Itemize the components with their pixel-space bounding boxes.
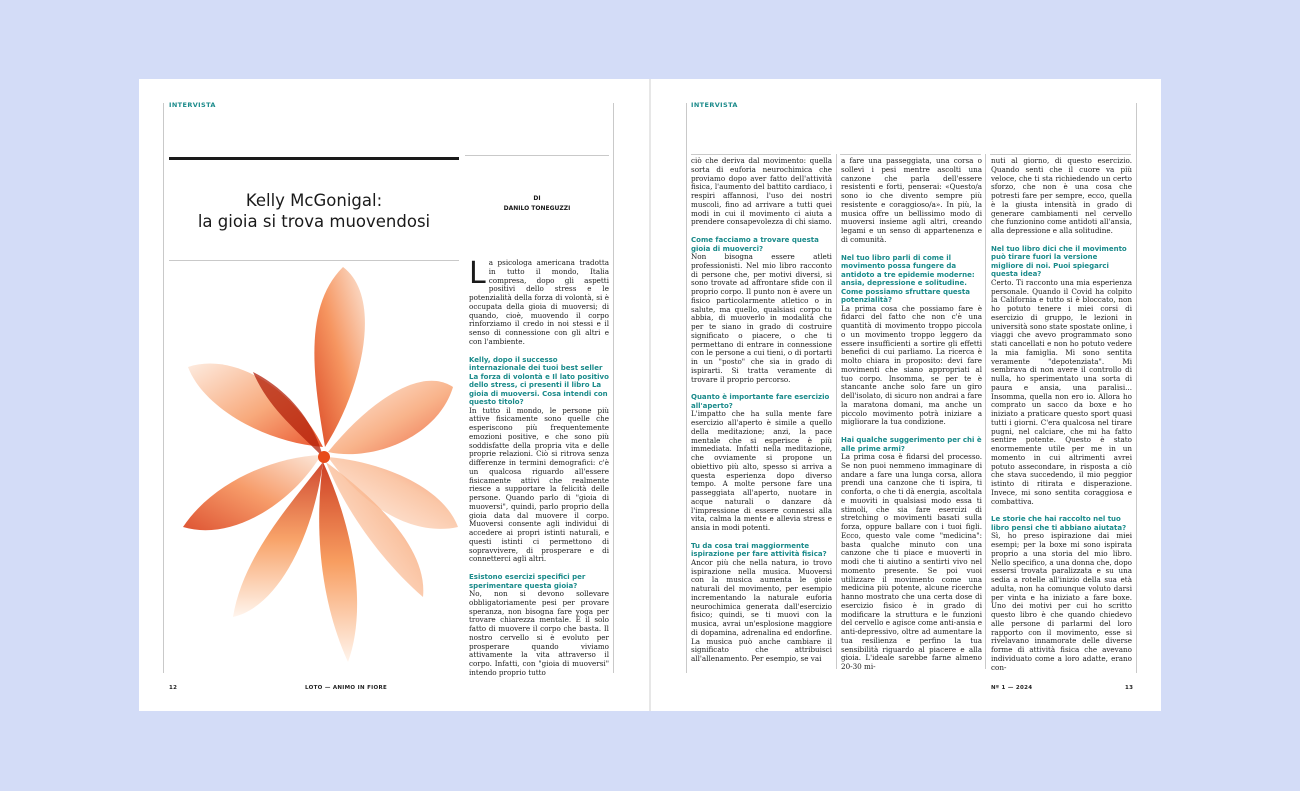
answer-paragraph: La prima cosa che possiamo fare è fidarci del fatto che non c'è una quantità di movimento troppo piccola o un movimento troppo leggero da essere insufficienti a sortire gli effetti benefici di cui parliamo. La ricerca è molto chiara in proposito: devi fare movimenti che siano appropriati al tuo corpo. Insomma, se per te è stancante anche solo fare un giro dell'isolato, di sicuro non andrai a fare la maratona domani, ma anche un piccolo movimento potrà iniziare a migliorare la tua condizione.	[841, 303, 982, 427]
page-number: 12	[169, 685, 178, 691]
title-line-2: la gioia si trova muovendosi	[197, 212, 431, 231]
text-column-3	[991, 156, 1132, 672]
title-box	[169, 157, 459, 261]
byline-top-rule	[465, 155, 609, 156]
page-number: 13	[1125, 685, 1134, 691]
issue-number: Nº 1 — 2024	[991, 685, 1033, 691]
answer-paragraph: ciò che deriva dal movimento: quella sorta di euforia neurochimica che proviamo dopo aver fatto dell'attività fisica, l'aumento del battito cardiaco, i respiri affannosi, l'uso dei nostri muscoli, fino ad arrivare a tutti quei modi in cui il movimento ci aiuta a prendere consapevolezza di chi siamo.	[691, 156, 832, 227]
flower-center	[318, 451, 330, 463]
petal-top	[314, 267, 365, 447]
question-heading: Nel tuo libro dici che il movimento può tirare fuori la versione migliore di noi. Puoi spiegarci questa idea?	[991, 244, 1127, 279]
intro-text: a psicologa americana tradotta in tutto il mondo, Italia compresa, dopo gli aspetti positivi dello stress e le potenzialità della forza di volontà, si è occupata della gioia di muoversi; di quando, cioè, muovendo il corpo rinforziamo il credo in noi stessi e il senso di connessione con gli altri e con l'ambiente.	[469, 258, 609, 346]
question-heading: Quanto è importante fare esercizio all'aperto?	[691, 393, 830, 410]
answer-paragraph: L'impatto che ha sulla mente fare esercizio all'aperto è simile a quello della meditazione; anzi, la pace mentale che si esperisce è più immediata. Infatti nella meditazione, che ovviamente si propone un obiettivo più alto, spesso si arriva a questa esperienza dopo diverso tempo. A molte persone fare una passeggiata all'aperto, nuotare in acque naturali o danzare dà l'impressione di essere connessi alla vita, calma la mente e allevia stress e ansia in modi potenti.	[691, 409, 832, 532]
question-heading: Hai qualche suggerimento per chi è alle prime armi?	[841, 436, 982, 453]
drop-cap: L	[469, 256, 486, 291]
column-top-rule	[990, 154, 1131, 155]
question-heading: Nel tuo libro parli di come il movimento possa fungere da antidoto a tre epidemie moderne: ansia, depressione e solitudine. Come possiamo sfruttare questa potenzialità?	[841, 253, 975, 304]
question-heading: Come facciamo a trovare questa gioia di muoverci?	[691, 236, 819, 253]
byline-prefix: DI	[533, 195, 541, 202]
section-label: INTERVISTA	[169, 101, 216, 109]
left-text-column	[469, 256, 609, 677]
answer-paragraph: No, non si devono sollevare obbligatoriamente pesi per provare speranza, non bisogna fare yoga per trovare chiarezza mentale. È il solo fatto di muovere il corpo che basta. Il nostro cervello si è evoluto per prosperare quando viviamo attivamente la vita attraverso il corpo. Infatti, con "gioia di muoversi" intendo proprio tutto	[469, 589, 609, 677]
article-title	[169, 190, 459, 232]
question-heading: Tu da cosa trai maggiormente ispirazione per fare attività fisica?	[691, 541, 827, 559]
answer-paragraph: Sì, ho preso ispirazione dai miei esempi; per la boxe mi sono ispirata proprio a una storia del mio libro. Nello specifico, a una donna che, dopo essersi trovata paralizzata e su una sedia a rotelle all'inizio della sua età adulta, non ha comunque voluto darsi per vinta e ha iniziato a fare boxe. Uno dei motivi per cui ho scritto questo libro è che quando chiedevo alle persone di parlarmi del loro rapporto con il movimento, esse si rivelavano innamorate delle diverse forme di attività fisica che avevano individuato come a loro adatte, erano con-	[991, 531, 1132, 672]
question-heading: Kelly, dopo il successo internazionale dei tuoi best seller La forza di volontà e Il lato positivo dello stress, ci presenti il libro La gioia di muoversi. Cosa intendi con questo titolo?	[469, 355, 609, 406]
answer-paragraph: nuti al giorno, di questo esercizio. Quando senti che il cuore va più veloce, che ti sta richiedendo un certo sforzo, che non è una cosa che potresti fare per sempre, ecco, quella è la giusta intensità in grado di generare cambiamenti nel cervello che funzionino come antidoti all'ansia, alla depressione e alla solitudine.	[991, 156, 1132, 235]
column-top-rule	[691, 154, 831, 155]
column-divider	[985, 154, 986, 669]
answer-paragraph: In tutto il mondo, le persone più attive fisicamente sono quelle che esperiscono più frequentemente emozioni positive, e che sono più soddisfatte della propria vita e delle proprie relazioni. Ciò si ritrova senza differenze in termini demografici: c'è un qualcosa riguardo all'essere fisicamente attivi che realmente riesce a supportare la felicità delle persone. Quando parlo di "gioia di muoversi", quindi, parlo proprio della gioia data dal muovere il corpo. Muoversi consente agli individui di accedere ai propri istinti naturali, e questi istinti ci permettono di sopravvivere, di prosperare e di connetterci agli altri.	[469, 405, 609, 564]
flower-photo	[173, 257, 459, 669]
answer-paragraph: Certo. Ti racconto una mia esperienza personale. Quando il Covid ha colpito la California e tutto si è bloccato, non ho potuto tenere i miei corsi di esercizio di gruppo, le lezioni in università sono state spostate online, i viaggi che avevo programmato sono stati cancellati e non ho potuto vedere la mia famiglia. Mi sono sentita veramente "depotenziata". Mi sembrava di non avere il controllo di nulla, ho sperimentato una sorta di paura e ansia, una paralisi... Insomma, quella non ero io. Allora ho comprato un sacco da boxe e ho iniziato a praticare questo sport quasi tutti i giorni. C'era qualcosa nel tirare pugni, nel calciare, che mi ha fatto sentire potente. Questo è stato enormemente utile per me in un momento in cui altrimenti avrei potuto assecondare, in risposta a ciò che stava succedendo, il mio peggior istinto di ritirata e disperazione. Invece, mi sono sentita coraggiosa e combattiva.	[991, 277, 1132, 506]
right-page	[651, 79, 1161, 711]
intro-paragraph	[469, 256, 609, 347]
question-heading: Esistono esercizi specifici per sperimentare questa gioia?	[469, 573, 586, 590]
question-heading: Le storie che hai raccolto nel tuo libro pensi che ti abbiano aiutata?	[991, 515, 1127, 532]
byline-author: DANILO TONEGUZZI	[503, 205, 571, 212]
column-top-rule	[840, 154, 981, 155]
section-label: INTERVISTA	[691, 101, 738, 109]
left-page	[139, 79, 649, 711]
answer-paragraph: Ancor più che nella natura, io trovo ispirazione nella musica. Muoversi con la musica aumenta le gioie naturali del movimento, per esempio incrementando la naturale euforia neurochimica generata dall'esercizio fisico; quindi, se ti muovi con la musica, avrai un'esplosione maggiore di dopamina, adrenalina ed endorfine. La musica può anche cambiare il significato che attribuisci all'allenamento. Per esempio, se vai	[691, 557, 832, 663]
left-margin-rule	[686, 103, 687, 673]
byline	[465, 194, 609, 214]
title-line-1: Kelly McGonigal:	[245, 191, 383, 210]
text-column-1	[691, 157, 832, 669]
answer-paragraph: a fare una passeggiata, una corsa o sollevi i pesi mentre ascolti una canzone che parla dell'essere resistenti e forti, penserai: «Questo/a sono io che divento sempre più resistente e coraggioso/a». In più, la musica offre un bellissimo modo di muoversi insieme agli altri, creando legami e un senso di appartenenza e di comunità.	[841, 156, 982, 244]
left-margin-rule	[163, 103, 164, 673]
right-margin-rule	[613, 103, 614, 673]
text-column-2	[841, 157, 982, 669]
right-margin-rule	[1136, 103, 1137, 673]
column-divider	[836, 154, 837, 669]
magazine-name: LOTO — ANIMO IN FIORE	[305, 685, 388, 691]
answer-paragraph: Non bisogna essere atleti professionisti. Nel mio libro racconto di persone che, per motivi diversi, si sono trovate ad affrontare sfide con il proprio corpo. Il punto non è avere un fisico particolarmente atletico o in salute, ma quello, qualsiasi corpo tu abbia, di muoverlo in modalità che per te siano in grado di costruire significato o piacere, o che ti permettano di entrare in connessione con le persone a cui tieni, o di portarti in un "posto" che sia in grado di ispirarti. Si tratta veramente di trovare il proprio percorso.	[691, 252, 832, 384]
answer-paragraph: La prima cosa è fidarsi del processo. Se non puoi nemmeno immaginare di andare a fare una lunga corsa, allora prendi una canzone che ti ispira, ti conforta, o che ti dà energia, ascoltala e muoviti in qualsiasi modo essa ti stimoli, che sia fare esercizi di stretching o movimenti basati sulla forza, oppure ballare con i tuoi figli. Ecco, questo vale come "medicina": basta qualche minuto con una canzone che ti piace e muoverti in modi che ti aiutino a sentirti vivo nel momento presente. Se poi vuoi utilizzare il movimento come una medicina più potente, alcune ricerche hanno mostrato che una certa dose di esercizio fisico è in grado di modificare la struttura e le funzioni del cervello e agisce come anti-ansia e anti-depressivo, oltre ad aumentare la tua resilienza e perfino la tua sensibilità riguardo al piacere e alla gioia. L'ideale sarebbe farne almeno 20-30 mi-	[841, 452, 982, 671]
